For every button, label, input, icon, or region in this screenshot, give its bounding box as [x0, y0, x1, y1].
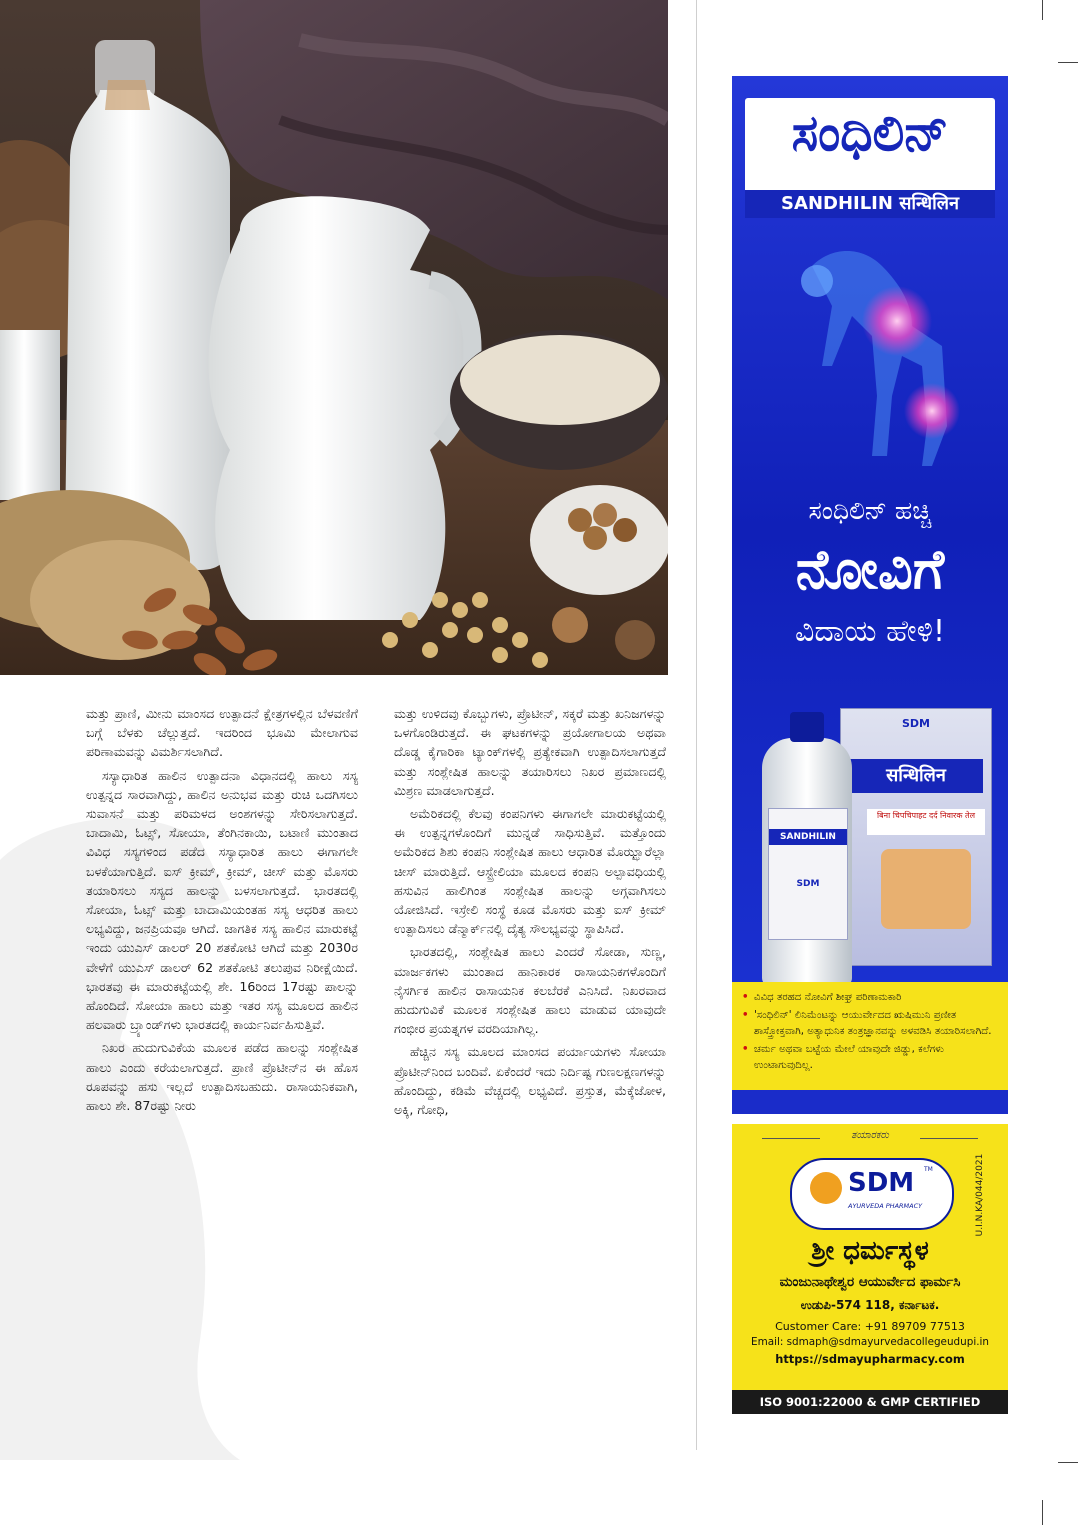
brand-name-kannada: ಸಂಧಿಲಿನ್	[791, 104, 949, 162]
tagline-apply: ಸಂಧಿಲಿನ್ ಹಚ್ಚಿ	[808, 496, 932, 525]
org-name-1: ಶ್ರೀ ಧರ್ಮಸ್ಥಳ	[811, 1236, 929, 1266]
benefits-list	[732, 982, 1008, 1074]
column-divider	[696, 0, 697, 1450]
benefit-item: • ವಿವಿಧ ತರಹದ ನೋವಿಗೆ ಶೀಘ್ರ ಪರಿಣಾಮಕಾರಿ	[742, 990, 1000, 1006]
logo-trademark: TM	[924, 1166, 933, 1173]
leaf-icon	[810, 1172, 842, 1204]
brand-box	[745, 98, 995, 218]
sandhilin-advertisement	[732, 76, 1008, 1114]
email: Email: sdmaph@sdmayurvedacollegeudupi.in	[751, 1336, 989, 1348]
paragraph: ಸಸ್ಯಾಧಾರಿತ ಹಾಲಿನ ಉತ್ಪಾದನಾ ವಿಧಾನದಲ್ಲಿ ಹಾಲು ಸಸ್ಯ ಉತ್ಪನ್ನದ ಸಾರವಾಗಿದ್ದು, ಹಾಲಿನ ಅನುಭವ ಮತ್ತು ರುಚಿ ಒದಗಿಸಲು ಸುವಾಸನೆ ಮತ್ತು ಪರಿಮಳದ ಅಂಶಗಳನ್ನು ಸೇರಿಸಲಾಗುತ್ತದೆ. ಬಾದಾಮಿ, ಓಟ್ಸ್, ಸೋಯಾ, ತೆಂಗಿನಕಾಯಿ, ಬಟಾಣಿ ಮುಂತಾದ ವಿವಿಧ ಸಸ್ಯಗಳಿಂದ ಪಡೆದ ಸಸ್ಯಾಧಾರಿತ ಹಾಲು ಈಗಾಗಲೇ ಬಳಕೆಯಾಗುತ್ತಿದೆ. ಐಸ್ ಕ್ರೀಮ್, ಕ್ರೀಮ್, ಚೀಸ್ ಮತ್ತು ಮೊಸರು ತಯಾರಿಸಲು ಸಸ್ಯದ ಹಾಲನ್ನು ಬಳಸಲಾಗುತ್ತದೆ. ಭಾರತದಲ್ಲಿ ಸೋಯಾ, ಓಟ್ಸ್ ಮತ್ತು ಬಾದಾಮಿಯಂತಹ ಸಸ್ಯ ಆಧರಿತ ಹಾಲು ಲಭ್ಯವಿದ್ದು, ಜನಪ್ರಿಯವೂ ಆಗಿದೆ. ಜಾಗತಿಕ ಸಸ್ಯ ಹಾಲಿನ ಮಾರುಕಟ್ಟೆ ಇಂದು ಯುಎಸ್ ಡಾಲರ್ 20 ಶತಕೋಟಿ ಆಗಿದೆ ಮತ್ತು 2030ರ ವೇಳೆಗೆ ಯುಎಸ್ ಡಾಲರ್ 62 ಶತಕೋಟಿ ತಲುಪುವ ನಿರೀಕ್ಷೆಯಿದೆ. ಭಾರತವು ಈ ಮಾರುಕಟ್ಟೆಯಲ್ಲಿ ಶೇ. 16ರಿಂದ 17ರಷ್ಟು ಪಾಲನ್ನು ಹೊಂದಿದೆ. ಸೋಯಾ ಹಾಲು ಮತ್ತು ಇತರ ಸಸ್ಯ ಮೂಲದ ಹಾಲಿನ ಹಲವಾರು ಬ್ರ್ಯಾಂಡ್‌ಗಳು ಭಾರತದಲ್ಲಿ ಕಾರ್ಯನಿರ್ವಹಿಸುತ್ತಿವೆ.	[86, 767, 358, 1033]
bottle-label-name: SANDHILIN	[769, 829, 847, 845]
box-label: सन्धिलिन	[849, 759, 983, 793]
paragraph: ಮತ್ತು ಪ್ರಾಣಿ, ಮೀನು ಮಾಂಸದ ಉತ್ಪಾದನೆ ಕ್ಷೇತ್ರಗಳಲ್ಲಿನ ಬೆಳವಣಿಗೆ ಬಗ್ಗೆ ಬೆಳಕು ಚೆಲ್ಲುತ್ತದೆ. ಇದರಿಂದ ಭೂಮಿ ಮೇಲಾಗುವ ಪರಿಣಾಮವನ್ನು ವಿಮರ್ಶಿಸಲಾಗಿದೆ.	[86, 706, 358, 760]
brand-name-english: SANDHILIN सन्धिलिन	[745, 190, 995, 218]
paragraph: ಅಮೆರಿಕದಲ್ಲಿ ಕೆಲವು ಕಂಪನಿಗಳು ಈಗಾಗಲೇ ಮಾರುಕಟ್ಟೆಯಲ್ಲಿ ಈ ಉತ್ಪನ್ನಗಳೊಂದಿಗೆ ಮುನ್ನಡೆ ಸಾಧಿಸುತ್ತಿವೆ. ಮತ್ತೊಂದು ಅಮೆರಿಕದ ಶಿಶು ಕಂಪನಿ ಸಂಶ್ಲೇಷಿತ ಹಾಲು ಆಧಾರಿತ ಮೊಝ್ಝಾರೆಲ್ಲಾ ಚೀಸ್ ಮಾರುತ್ತಿದೆ. ಆಸ್ಟ್ರೇಲಿಯಾ ಮೂಲದ ಕಂಪನಿ ಅಲ್ಪಾವಧಿಯಲ್ಲಿ ಹಸುವಿನ ಹಾಲಿಗಿಂತ ಸಂಶ್ಲೇಷಿತ ಹಾಲನ್ನು ಅಗ್ಗವಾಗಿಸಲು ಯೋಜಿಸಿದೆ. ಇಸ್ರೇಲಿ ಸಂಸ್ಥೆ ಕೂಡ ಮೊಸರು ಮತ್ತು ಐಸ್ ಕ್ರೀಮ್ ಉತ್ಪಾದಿಸಲು ಡೆನ್ಮಾರ್ಕ್‌ನಲ್ಲಿ ದೈತ್ಯ ಸೌಲಭ್ಯವನ್ನು ಸ್ಥಾಪಿಸಿದೆ.	[394, 806, 666, 937]
paragraph: ನಿಖರ ಹುದುಗುವಿಕೆಯ ಮೂಲಕ ಪಡೆದ ಹಾಲನ್ನು ಸಂಶ್ಲೇಷಿತ ಹಾಲು ಎಂದು ಕರೆಯಲಾಗುತ್ತದೆ. ಪ್ರಾಣಿ ಪ್ರೊಟೀನ್‌ನ ಈ ಹೊಸ ರೂಪವನ್ನು ಹಸು ಇಲ್ಲದೆ ಉತ್ಪಾದಿಸಬಹುದು. ರಾಸಾಯನಿಕವಾಗಿ, ಹಾಲು ಶೇ. 87ರಷ್ಟು ನೀರು	[86, 1040, 358, 1114]
crop-mark	[1042, 1500, 1043, 1525]
benefit-item: • 'ಸಂಧಿಲಿನ್' ಲಿನಿಮೆಂಟನ್ನು ಆಯುರ್ವೇದದ ಋಷಿಮುನಿ ಪ್ರಣೀತ ಶಾಸ್ತ್ರೋಕ್ತವಾಗಿ, ಅತ್ಯಾಧುನಿಕ ತಂತ್ರಜ್ಞಾನವನ್ನು ಅಳವಡಿಸಿ ತಯಾರಿಸಲಾಗಿದೆ.	[742, 1008, 1000, 1040]
crop-mark	[1058, 1462, 1078, 1463]
bottle-cap	[790, 712, 824, 742]
paragraph: ಭಾರತದಲ್ಲಿ, ಸಂಶ್ಲೇಷಿತ ಹಾಲು ಎಂದರೆ ಸೋಡಾ, ಸುಣ್ಣ, ಮಾರ್ಜಕಗಳು ಮುಂತಾದ ಹಾನಿಕಾರಕ ರಾಸಾಯನಿಕಗಳೊಂದಿಗೆ ನೈಸರ್ಗಿಕ ಹಾಲಿನ ರಾಸಾಯನಿಕ ಕಲಬೆರಕೆ ಎನಿಸಿದೆ. ನಿಖರವಾದ ಹುದುಗುವಿಕೆ ಮೂಲಕ ಸಂಶ್ಲೇಷಿತ ಹಾಲು ಮಾಡುವ ಯಾವುದೇ ಗಂಭೀರ ಪ್ರಯತ್ನಗಳ ವರದಿಯಾಗಿಲ್ಲ.	[394, 944, 666, 1037]
bottle-label	[768, 808, 848, 940]
logo-subtitle: AYURVEDA PHARMACY	[848, 1202, 923, 1210]
tagline-goodbye: ವಿದಾಯ ಹೇಳಿ!	[795, 614, 945, 649]
product-bottle	[762, 738, 852, 986]
tagline-pain: ನೋವಿಗೆ	[795, 538, 945, 601]
website[interactable]: https://sdmayupharmacy.com	[775, 1352, 965, 1366]
bottle-brand: SDM	[796, 879, 820, 889]
customer-care: Customer Care: +91 89709 77513	[775, 1320, 965, 1333]
address: ಉಡುಪಿ-574 118, ಕರ್ನಾಟಕ.	[800, 1298, 940, 1312]
org-name-2: ಮಂಜುನಾಥೇಶ್ವರ ಆಯುರ್ವೇದ ಫಾರ್ಮಸಿ	[779, 1274, 961, 1290]
crop-mark	[1058, 62, 1078, 63]
paragraph: ಹೆಚ್ಚಿನ ಸಸ್ಯ ಮೂಲದ ಮಾಂಸದ ಪರ್ಯಾಯಗಳು ಸೋಯಾ ಪ್ರೊಟೀನ್‌ನಿಂದ ಬಂದಿವೆ. ಏಕೆಂದರೆ ಇದು ನಿರ್ದಿಷ್ಟ ಗುಣಲಕ್ಷಣಗಳನ್ನು ಹೊಂದಿದ್ದು, ಕಡಿಮೆ ವೆಚ್ಚದಲ್ಲಿ ಲಭ್ಯವಿದೆ. ಪ್ರಸ್ತುತ, ಮೆಕ್ಕೆಜೋಳ, ಅಕ್ಕಿ, ಗೋಧಿ,	[394, 1044, 666, 1118]
certification-bar: ISO 9001:22000 & GMP CERTIFIED	[732, 1390, 1008, 1414]
crop-mark	[1042, 0, 1043, 20]
box-brand: SDM	[902, 717, 930, 730]
benefit-item: • ಚರ್ಮ ಅಥವಾ ಬಟ್ಟೆಯ ಮೇಲೆ ಯಾವುದೇ ಜಿಡ್ಡು, ಕಲೆಗಳು ಉಂಟಾಗುವುದಿಲ್ಲ.	[742, 1042, 1000, 1074]
ad-maker-panel	[732, 1124, 1008, 1390]
hero-photo	[0, 0, 668, 675]
product-image	[762, 708, 1007, 986]
licence-number: U.I.N.KA/044/2021	[975, 1153, 985, 1237]
benefits-panel	[732, 982, 1008, 1090]
maker-label: ತಯಾರಕರು	[820, 1130, 920, 1146]
logo-text: SDM	[848, 1168, 915, 1198]
skeleton-figure-icon	[792, 226, 972, 476]
box-illustration	[881, 849, 971, 929]
article-column-2	[394, 704, 666, 1123]
paragraph: ಮತ್ತು ಉಳಿದವು ಕೊಬ್ಬುಗಳು, ಪ್ರೊಟೀನ್, ಸಕ್ಕರೆ ಮತ್ತು ಖನಿಜಗಳನ್ನು ಒಳಗೊಂಡಿರುತ್ತದೆ. ಈ ಘಟಕಗಳನ್ನು ಪ್ರಯೋಗಾಲಯ ಅಥವಾ ದೊಡ್ಡ ಕೈಗಾರಿಕಾ ಟ್ಯಾಂಕ್‌ಗಳಲ್ಲಿ ಪ್ರತ್ಯೇಕವಾಗಿ ಉತ್ಪಾದಿಸಲಾಗುತ್ತದೆ ಮತ್ತು ಸಂಶ್ಲೇಷಿತ ಹಾಲನ್ನು ತಯಾರಿಸಲು ನಿಖರ ಪ್ರಮಾಣದಲ್ಲಿ ಮಿಶ್ರಣ ಮಾಡಲಾಗುತ್ತದೆ.	[394, 706, 666, 798]
sdm-logo	[790, 1158, 954, 1230]
box-subtitle: बिना चिपचिपाहट दर्द निवारक तेल	[867, 809, 985, 835]
article-column-1	[86, 704, 358, 1119]
product-box	[840, 708, 992, 966]
